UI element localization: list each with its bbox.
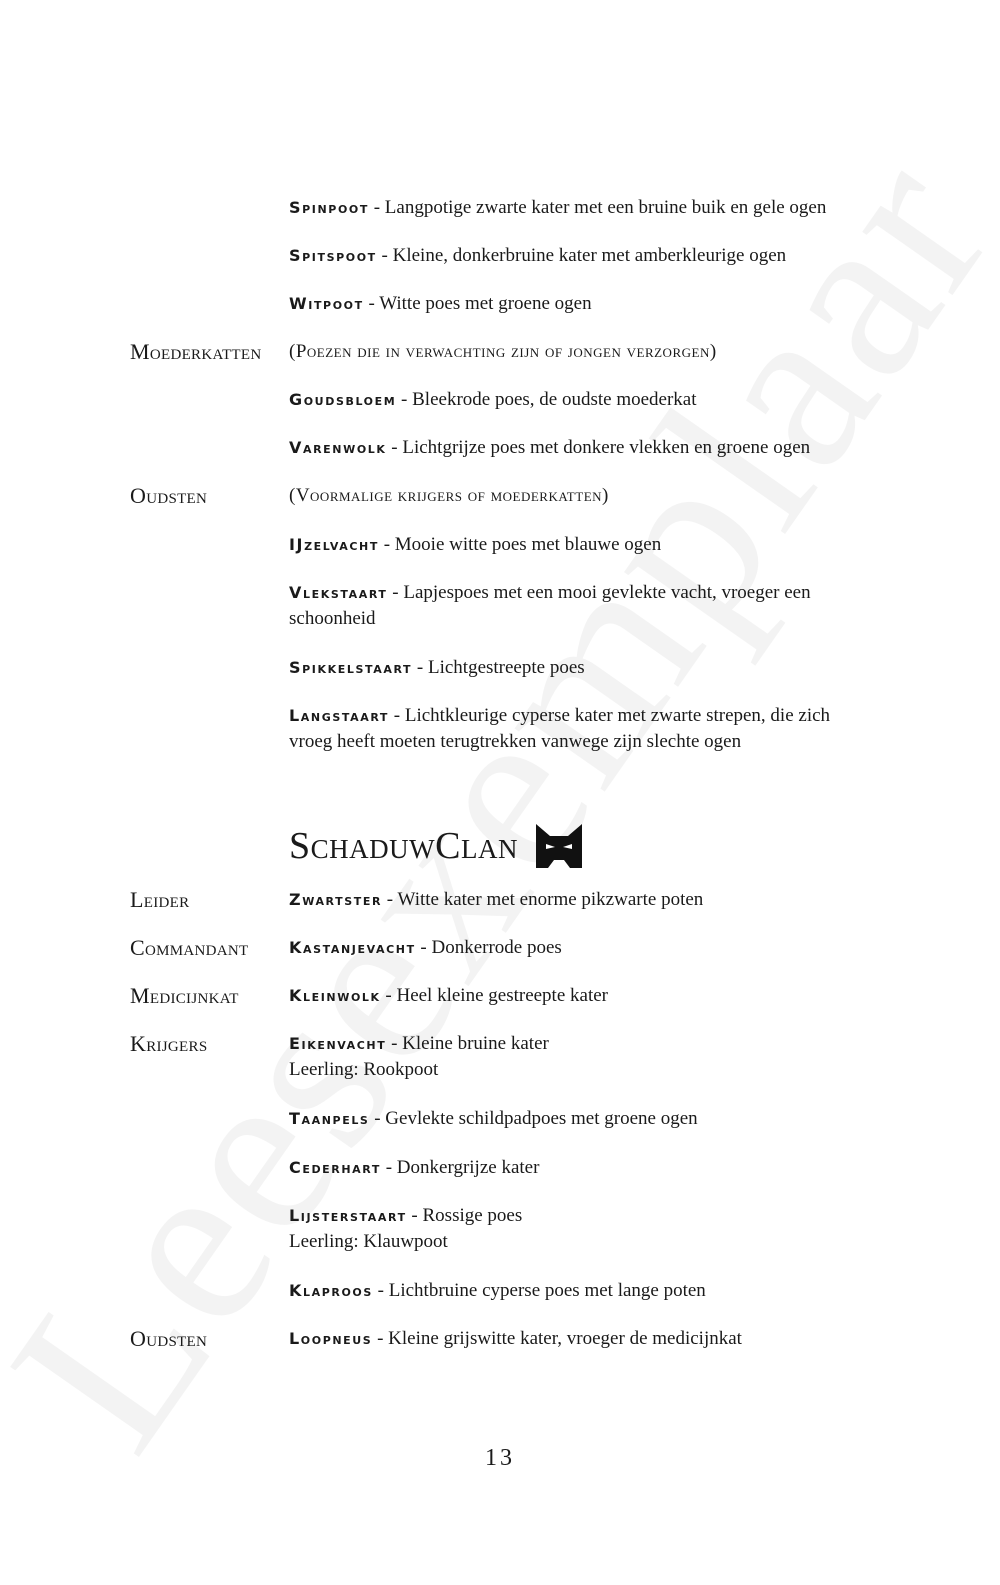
role-label: Medicijnkat <box>130 983 239 1008</box>
role-label: Moederkatten <box>130 339 262 364</box>
role-label: Oudsten <box>130 1326 208 1351</box>
cat-name: Cederhart <box>289 1158 381 1177</box>
cat-description: - Rossige poes <box>406 1205 523 1226</box>
cat-name: Loopneus <box>289 1329 373 1348</box>
cat-name: Kleinwolk <box>289 986 381 1005</box>
cat-name: Spitspoot <box>289 246 377 265</box>
cat-name: Langstaart <box>289 706 390 725</box>
role-label: Leider <box>130 887 190 912</box>
page-number: 13 <box>485 1445 515 1471</box>
cat-description: - Langpotige zwarte kater met een bruine buik en gele ogen <box>368 197 827 218</box>
entry-content <box>289 532 869 558</box>
cat-name: Taanpels <box>289 1109 370 1128</box>
cat-description: - Gevlekte schildpadpoes met groene ogen <box>369 1108 698 1129</box>
cat-description: - Lichtkleurige cyperse kater met zwarte strepen, die zich vroeg heeft moeten terugtrekken vanwege zijn slechte ogen <box>289 705 831 752</box>
cat-description: - Kleine, donkerbruine kater met amberkleurige ogen <box>376 245 787 266</box>
cat-description: - Donkerrode poes <box>415 937 562 958</box>
cat-name: Spikkelstaart <box>289 658 413 677</box>
role-label: Oudsten <box>130 483 208 508</box>
entry-content <box>289 655 869 681</box>
cat-description: - Lichtgestreepte poes <box>412 657 585 678</box>
cat-name: IJzelvacht <box>289 535 379 554</box>
entry-content <box>289 703 869 755</box>
cat-name: Lijsterstaart <box>289 1206 407 1225</box>
apprentice-line: Leerling: Rookpoot <box>289 1059 439 1080</box>
entry-content <box>289 1326 869 1352</box>
cat-description: - Lichtbruine cyperse poes met lange poten <box>372 1280 706 1301</box>
entry-content <box>289 887 869 913</box>
cat-description: - Donkergrijze kater <box>380 1157 540 1178</box>
entry-content <box>289 291 869 317</box>
cat-name: Kastanjevacht <box>289 938 416 957</box>
cat-description: - Witte poes met groene ogen <box>363 293 592 314</box>
entry-content <box>289 243 869 269</box>
cat-description: - Kleine bruine kater <box>386 1033 549 1054</box>
cat-name: Vlekstaart <box>289 583 388 602</box>
entry-content <box>289 1203 869 1255</box>
clan-heading <box>289 822 584 870</box>
apprentice-line: Leerling: Klauwpoot <box>289 1231 448 1252</box>
cat-description: - Kleine grijswitte kater, vroeger de medicijnkat <box>372 1328 742 1349</box>
cat-description: - Bleekrode poes, de oudste moederkat <box>396 389 697 410</box>
cat-description: - Witte kater met enorme pikzwarte poten <box>382 889 704 910</box>
entry-content <box>289 195 869 221</box>
role-label: Krijgers <box>130 1031 208 1056</box>
clan-title: SchaduwClan <box>289 825 518 867</box>
entry-content <box>289 1278 869 1304</box>
role-note: (Poezen die in verwachting zijn of jongen verzorgen) <box>289 341 717 362</box>
cat-name: Eikenvacht <box>289 1034 387 1053</box>
cat-name: Goudsbloem <box>289 390 397 409</box>
entry-content <box>289 387 869 413</box>
entry-content <box>289 935 869 961</box>
cat-name: Klaproos <box>289 1281 373 1300</box>
cat-name: Zwartster <box>289 890 383 909</box>
cat-description: - Lichtgrijze poes met donkere vlekken en groene ogen <box>386 437 811 458</box>
cat-description: - Lapjespoes met een mooi gevlekte vacht, vroeger een schoonheid <box>289 582 811 629</box>
cat-head-icon <box>534 822 584 870</box>
entry-content <box>289 580 869 632</box>
cat-name: Varenwolk <box>289 438 387 457</box>
entry-content <box>289 1155 869 1181</box>
entry-content <box>289 1106 869 1132</box>
cat-name: Witpoot <box>289 294 364 313</box>
cat-name: Spinpoot <box>289 198 369 217</box>
entry-content <box>289 435 869 461</box>
entry-content <box>289 983 869 1009</box>
cat-description: - Heel kleine gestreepte kater <box>380 985 608 1006</box>
role-label: Commandant <box>130 935 249 960</box>
role-note: (Voormalige krijgers of moederkatten) <box>289 485 609 506</box>
entry-content <box>289 1031 869 1083</box>
cat-description: - Mooie witte poes met blauwe ogen <box>378 534 662 555</box>
